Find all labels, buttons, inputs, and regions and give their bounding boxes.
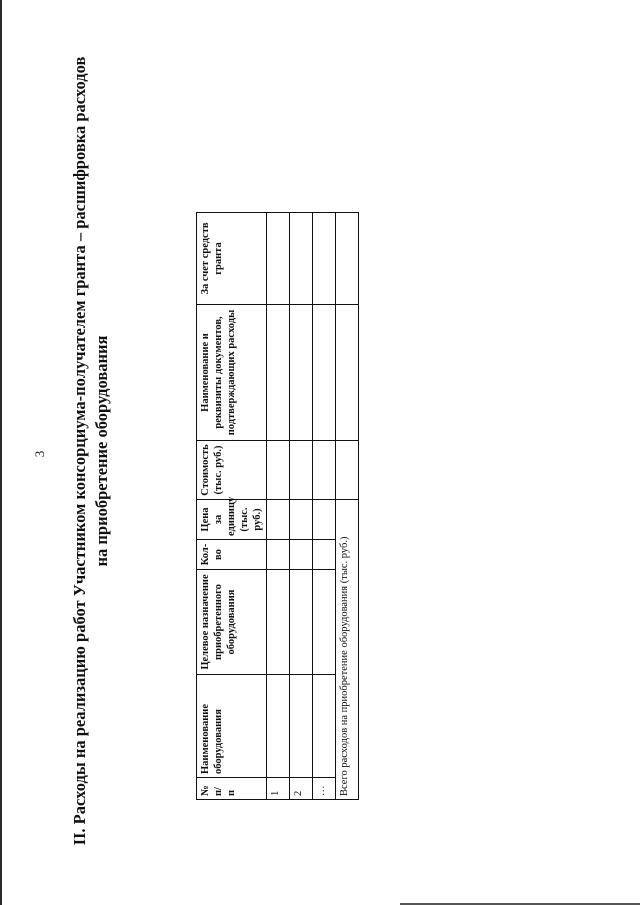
section-title xyxy=(70,56,112,846)
header-quantity: Кол-во xyxy=(197,540,267,570)
header-number: № п/п xyxy=(197,778,267,800)
scan-edge xyxy=(0,0,2,905)
cell-empty xyxy=(290,540,313,570)
header-equipment-name: Наименование оборудования xyxy=(197,675,267,778)
row-number: 2 xyxy=(290,778,313,800)
cell-empty xyxy=(290,675,313,778)
cell-empty xyxy=(267,441,290,500)
header-unit-price: Цена за единицу (тыс. руб.) xyxy=(197,500,267,540)
cell-empty xyxy=(267,305,290,441)
table-row xyxy=(290,213,313,800)
row-number: 1 xyxy=(267,778,290,800)
total-documents-cell xyxy=(336,305,359,441)
header-purpose: Целевое назначение приобретенного оборудования xyxy=(197,570,267,675)
cell-empty xyxy=(267,540,290,570)
cell-empty xyxy=(313,305,336,441)
table-header-row xyxy=(197,213,267,800)
total-grant-cell xyxy=(336,213,359,305)
cell-empty xyxy=(313,675,336,778)
cell-empty xyxy=(313,213,336,305)
row-number: … xyxy=(313,778,336,800)
total-row xyxy=(336,213,359,800)
cell-empty xyxy=(290,570,313,675)
header-documents: Наименование и реквизиты документов, подтверждающих расходы xyxy=(197,305,267,441)
header-grant-funds: За счет средств гранта xyxy=(197,213,267,305)
cell-empty xyxy=(290,213,313,305)
page-number: 3 xyxy=(32,450,47,458)
cell-empty xyxy=(290,441,313,500)
cell-empty xyxy=(267,570,290,675)
cell-empty xyxy=(313,570,336,675)
equipment-expenses-table xyxy=(196,212,359,800)
section-title-line-2: на приобретение оборудования xyxy=(92,335,111,567)
cell-empty xyxy=(267,675,290,778)
cell-empty xyxy=(267,500,290,540)
cell-empty xyxy=(313,500,336,540)
section-title-line-1: II. Расходы на реализацию работ Участником консорциума-получателем гранта – расшифровка расходов xyxy=(70,56,89,846)
total-label: Всего расходов на приобретение оборудования (тыс. руб.) xyxy=(336,500,359,800)
rotated-content xyxy=(70,56,350,846)
cell-empty xyxy=(313,540,336,570)
header-cost: Стоимость (тыс. руб.) xyxy=(197,441,267,500)
cell-empty xyxy=(290,500,313,540)
cell-empty xyxy=(313,441,336,500)
cell-empty xyxy=(267,213,290,305)
cell-empty xyxy=(290,305,313,441)
total-cost-cell xyxy=(336,441,359,500)
table-row xyxy=(313,213,336,800)
table-row xyxy=(267,213,290,800)
